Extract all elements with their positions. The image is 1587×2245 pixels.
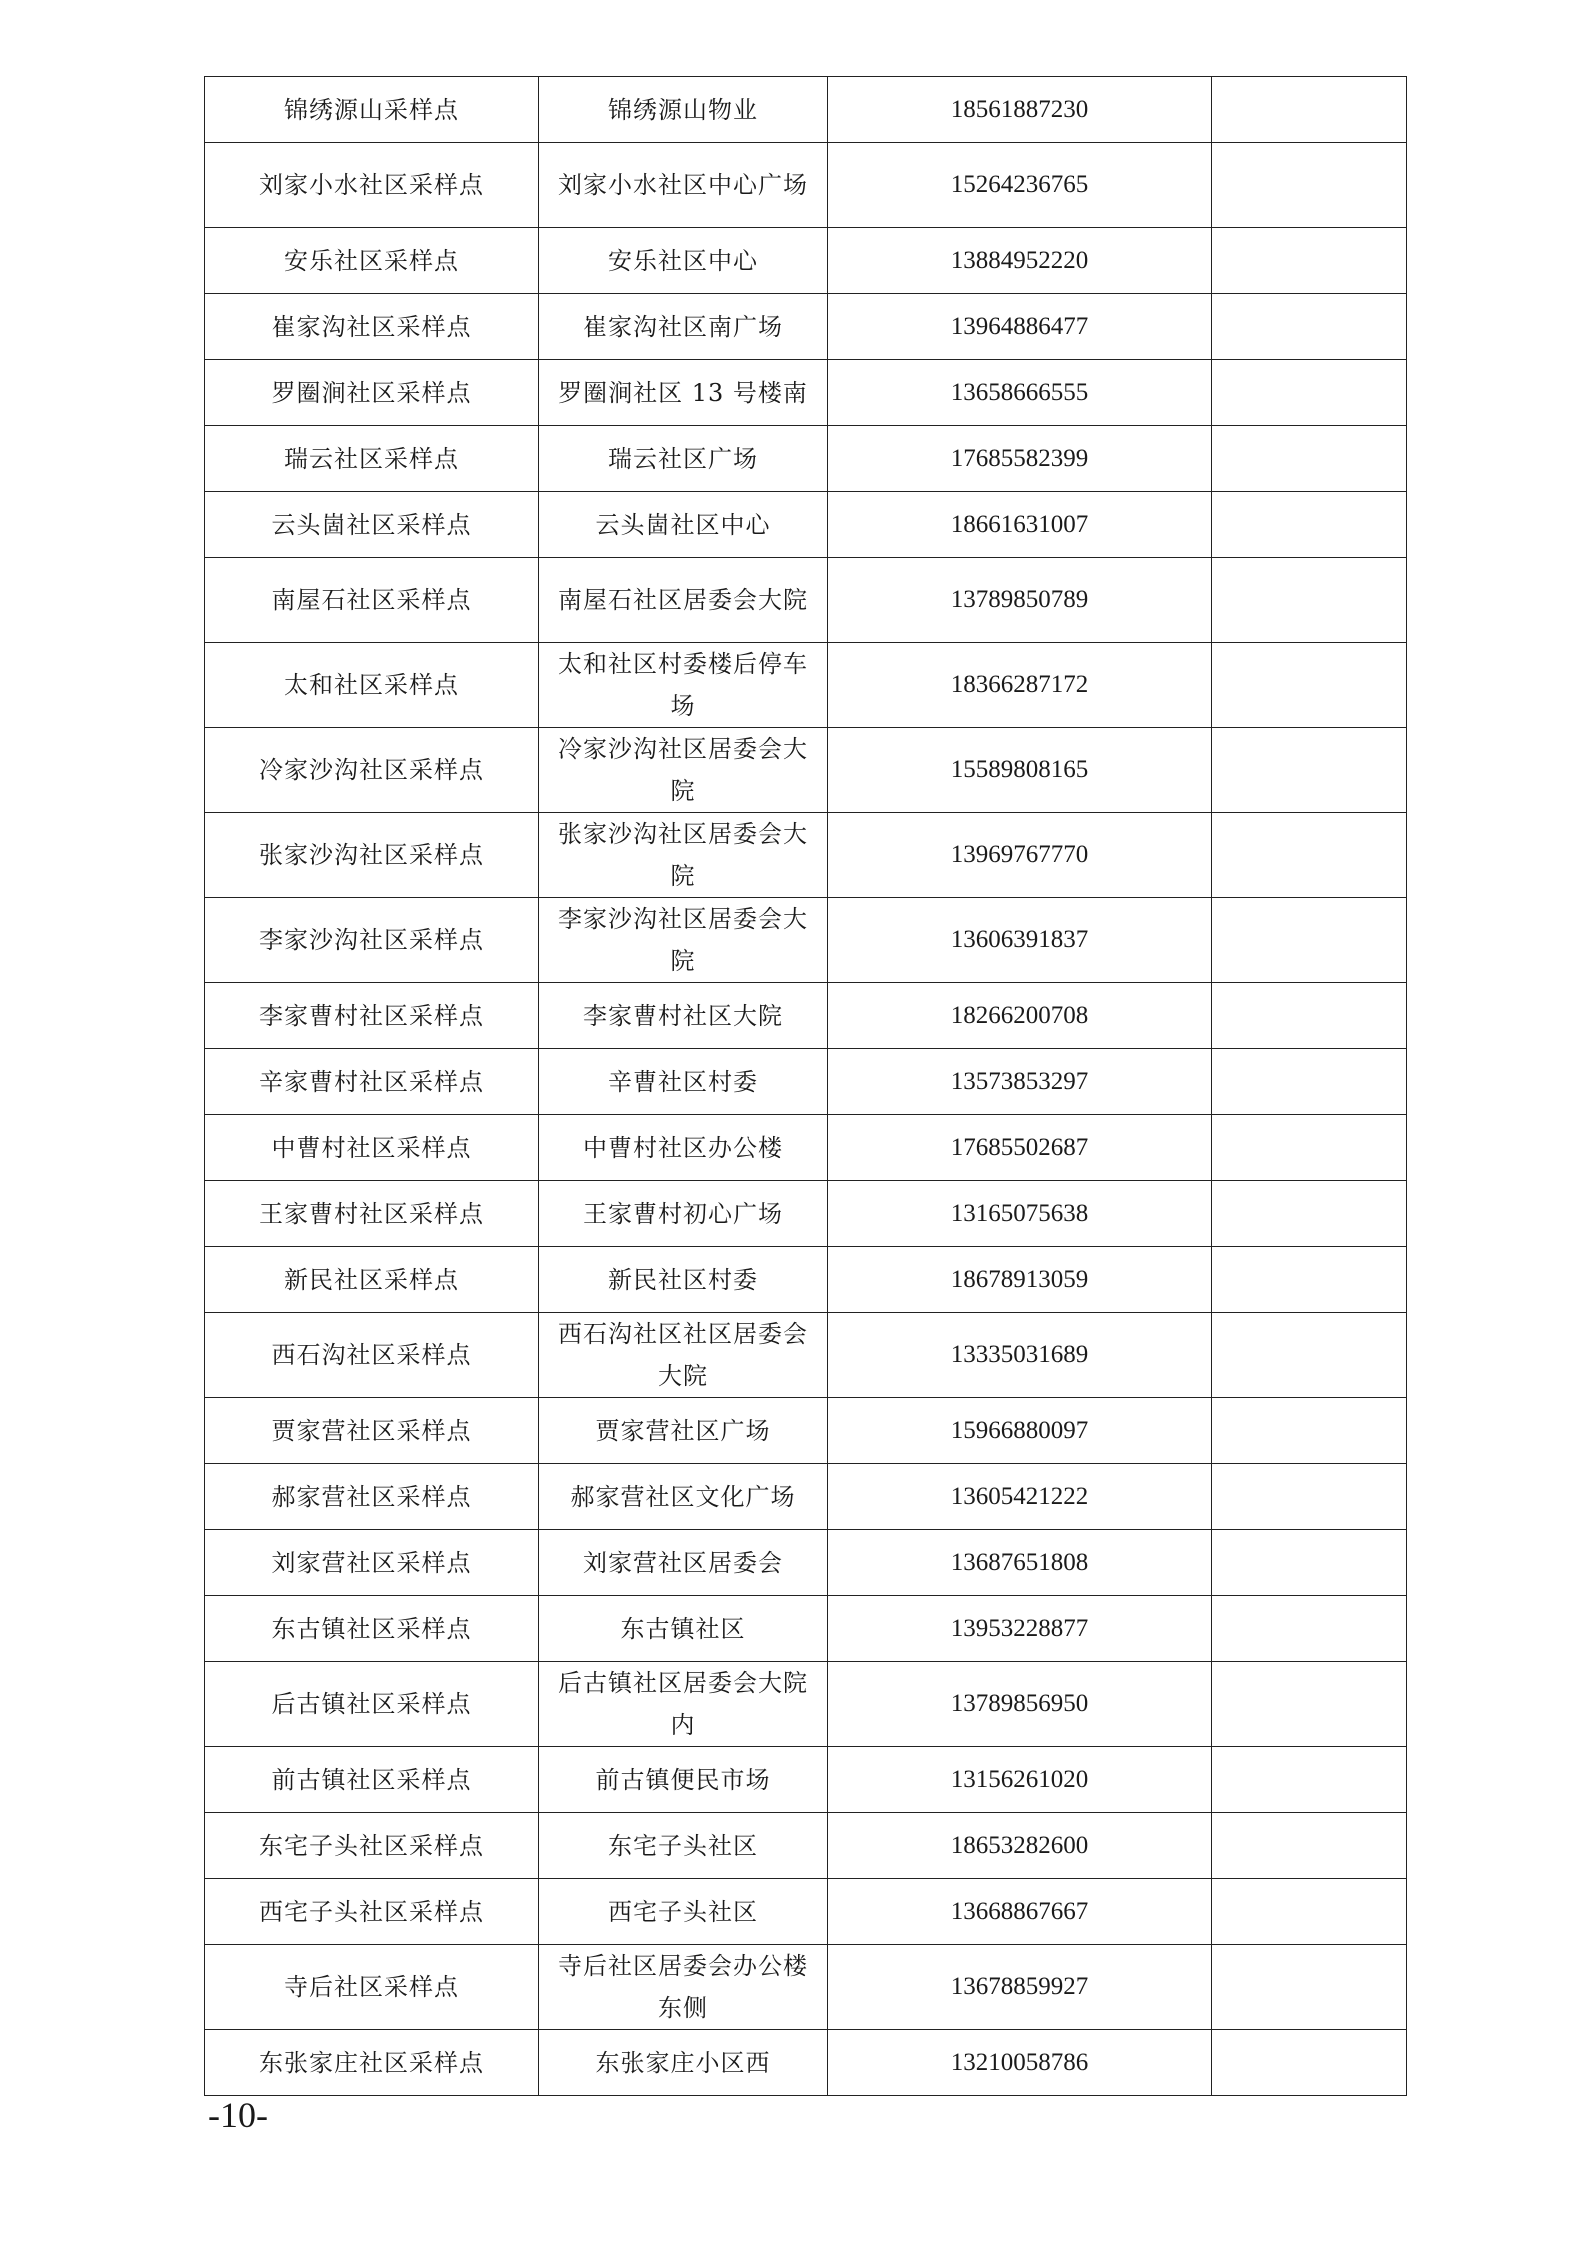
table-row (205, 77, 1407, 143)
site-location: 刘家小水社区中心广场 (539, 143, 828, 228)
site-phone: 13573853297 (828, 1049, 1212, 1115)
site-location: 辛曹社区村委 (539, 1049, 828, 1115)
site-phone: 18266200708 (828, 983, 1212, 1049)
site-note (1212, 1596, 1407, 1662)
site-name: 李家沙沟社区采样点 (205, 898, 539, 983)
site-note (1212, 1181, 1407, 1247)
site-phone: 13606391837 (828, 898, 1212, 983)
site-phone: 13165075638 (828, 1181, 1212, 1247)
site-location: 西石沟社区社区居委会大院 (539, 1313, 828, 1398)
site-name: 刘家小水社区采样点 (205, 143, 539, 228)
site-note (1212, 1530, 1407, 1596)
site-note (1212, 360, 1407, 426)
site-name: 安乐社区采样点 (205, 228, 539, 294)
sampling-sites-table (204, 76, 1407, 2096)
site-note (1212, 1398, 1407, 1464)
site-name: 东古镇社区采样点 (205, 1596, 539, 1662)
site-phone: 17685502687 (828, 1115, 1212, 1181)
site-name: 贾家营社区采样点 (205, 1398, 539, 1464)
site-phone: 13658666555 (828, 360, 1212, 426)
table-row (205, 1945, 1407, 2030)
site-phone: 13789850789 (828, 558, 1212, 643)
site-location: 前古镇便民市场 (539, 1747, 828, 1813)
site-location: 贾家营社区广场 (539, 1398, 828, 1464)
site-phone: 13605421222 (828, 1464, 1212, 1530)
table-row (205, 2030, 1407, 2096)
site-name: 刘家营社区采样点 (205, 1530, 539, 1596)
site-note (1212, 1247, 1407, 1313)
site-phone: 13969767770 (828, 813, 1212, 898)
site-location: 东宅子头社区 (539, 1813, 828, 1879)
site-phone: 13953228877 (828, 1596, 1212, 1662)
site-location: 锦绣源山物业 (539, 77, 828, 143)
site-phone: 15966880097 (828, 1398, 1212, 1464)
site-location: 后古镇社区居委会大院内 (539, 1662, 828, 1747)
site-phone: 13210058786 (828, 2030, 1212, 2096)
site-phone: 18678913059 (828, 1247, 1212, 1313)
table-row (205, 228, 1407, 294)
site-phone: 18366287172 (828, 643, 1212, 728)
site-location: 李家沙沟社区居委会大院 (539, 898, 828, 983)
table-row (205, 1747, 1407, 1813)
table-row (205, 1049, 1407, 1115)
table-row (205, 360, 1407, 426)
table-row (205, 1813, 1407, 1879)
site-location: 李家曹村社区大院 (539, 983, 828, 1049)
table-row (205, 983, 1407, 1049)
table-row (205, 1662, 1407, 1747)
site-note (1212, 898, 1407, 983)
site-note (1212, 1813, 1407, 1879)
site-note (1212, 1662, 1407, 1747)
site-phone: 13678859927 (828, 1945, 1212, 2030)
site-name: 李家曹村社区采样点 (205, 983, 539, 1049)
site-note (1212, 813, 1407, 898)
site-location: 安乐社区中心 (539, 228, 828, 294)
table-row (205, 643, 1407, 728)
site-phone: 13668867667 (828, 1879, 1212, 1945)
site-name: 太和社区采样点 (205, 643, 539, 728)
table-row (205, 1398, 1407, 1464)
site-phone: 17685582399 (828, 426, 1212, 492)
site-phone: 13335031689 (828, 1313, 1212, 1398)
table-row (205, 1596, 1407, 1662)
table-row (205, 1247, 1407, 1313)
site-name: 瑞云社区采样点 (205, 426, 539, 492)
site-location: 东古镇社区 (539, 1596, 828, 1662)
site-phone: 13964886477 (828, 294, 1212, 360)
site-note (1212, 1049, 1407, 1115)
site-note (1212, 643, 1407, 728)
site-location: 郝家营社区文化广场 (539, 1464, 828, 1530)
site-phone: 13789856950 (828, 1662, 1212, 1747)
table-row (205, 1530, 1407, 1596)
site-note (1212, 558, 1407, 643)
site-name: 崔家沟社区采样点 (205, 294, 539, 360)
site-note (1212, 1464, 1407, 1530)
site-location: 太和社区村委楼后停车场 (539, 643, 828, 728)
site-location: 刘家营社区居委会 (539, 1530, 828, 1596)
site-note (1212, 492, 1407, 558)
table-row (205, 492, 1407, 558)
site-note (1212, 1747, 1407, 1813)
table-row (205, 558, 1407, 643)
table-row (205, 728, 1407, 813)
site-name: 锦绣源山采样点 (205, 77, 539, 143)
site-location: 冷家沙沟社区居委会大院 (539, 728, 828, 813)
site-note (1212, 1945, 1407, 2030)
site-note (1212, 2030, 1407, 2096)
site-name: 寺后社区采样点 (205, 1945, 539, 2030)
site-name: 东宅子头社区采样点 (205, 1813, 539, 1879)
site-note (1212, 77, 1407, 143)
site-phone: 13156261020 (828, 1747, 1212, 1813)
site-location: 崔家沟社区南广场 (539, 294, 828, 360)
site-phone: 13687651808 (828, 1530, 1212, 1596)
site-name: 郝家营社区采样点 (205, 1464, 539, 1530)
site-phone: 15589808165 (828, 728, 1212, 813)
site-name: 东张家庄社区采样点 (205, 2030, 539, 2096)
table-row (205, 1464, 1407, 1530)
site-location: 罗圈涧社区 13 号楼南 (539, 360, 828, 426)
site-name: 南屋石社区采样点 (205, 558, 539, 643)
table-row (205, 294, 1407, 360)
table-row (205, 898, 1407, 983)
site-location: 王家曹村初心广场 (539, 1181, 828, 1247)
table-row (205, 813, 1407, 898)
site-name: 冷家沙沟社区采样点 (205, 728, 539, 813)
site-name: 西宅子头社区采样点 (205, 1879, 539, 1945)
site-note (1212, 228, 1407, 294)
site-location: 瑞云社区广场 (539, 426, 828, 492)
table-row (205, 1879, 1407, 1945)
site-name: 辛家曹村社区采样点 (205, 1049, 539, 1115)
site-location: 新民社区村委 (539, 1247, 828, 1313)
table-row (205, 426, 1407, 492)
site-phone: 18661631007 (828, 492, 1212, 558)
site-note (1212, 983, 1407, 1049)
site-name: 云头崮社区采样点 (205, 492, 539, 558)
site-phone: 18561887230 (828, 77, 1212, 143)
site-phone: 15264236765 (828, 143, 1212, 228)
table-row (205, 143, 1407, 228)
site-name: 王家曹村社区采样点 (205, 1181, 539, 1247)
site-phone: 13884952220 (828, 228, 1212, 294)
site-name: 中曹村社区采样点 (205, 1115, 539, 1181)
site-note (1212, 426, 1407, 492)
site-note (1212, 1879, 1407, 1945)
site-name: 西石沟社区采样点 (205, 1313, 539, 1398)
site-note (1212, 1313, 1407, 1398)
site-phone: 18653282600 (828, 1813, 1212, 1879)
table-row (205, 1313, 1407, 1398)
table-body (205, 77, 1407, 2096)
site-name: 后古镇社区采样点 (205, 1662, 539, 1747)
site-name: 前古镇社区采样点 (205, 1747, 539, 1813)
site-location: 张家沙沟社区居委会大院 (539, 813, 828, 898)
site-location: 西宅子头社区 (539, 1879, 828, 1945)
site-location: 中曹村社区办公楼 (539, 1115, 828, 1181)
site-note (1212, 728, 1407, 813)
site-location: 云头崮社区中心 (539, 492, 828, 558)
site-note (1212, 143, 1407, 228)
site-name: 罗圈涧社区采样点 (205, 360, 539, 426)
site-note (1212, 294, 1407, 360)
table-row (205, 1181, 1407, 1247)
site-location: 东张家庄小区西 (539, 2030, 828, 2096)
site-note (1212, 1115, 1407, 1181)
page-number: -10- (208, 2095, 268, 2135)
table-row (205, 1115, 1407, 1181)
site-name: 张家沙沟社区采样点 (205, 813, 539, 898)
site-name: 新民社区采样点 (205, 1247, 539, 1313)
site-location: 寺后社区居委会办公楼东侧 (539, 1945, 828, 2030)
site-location: 南屋石社区居委会大院 (539, 558, 828, 643)
